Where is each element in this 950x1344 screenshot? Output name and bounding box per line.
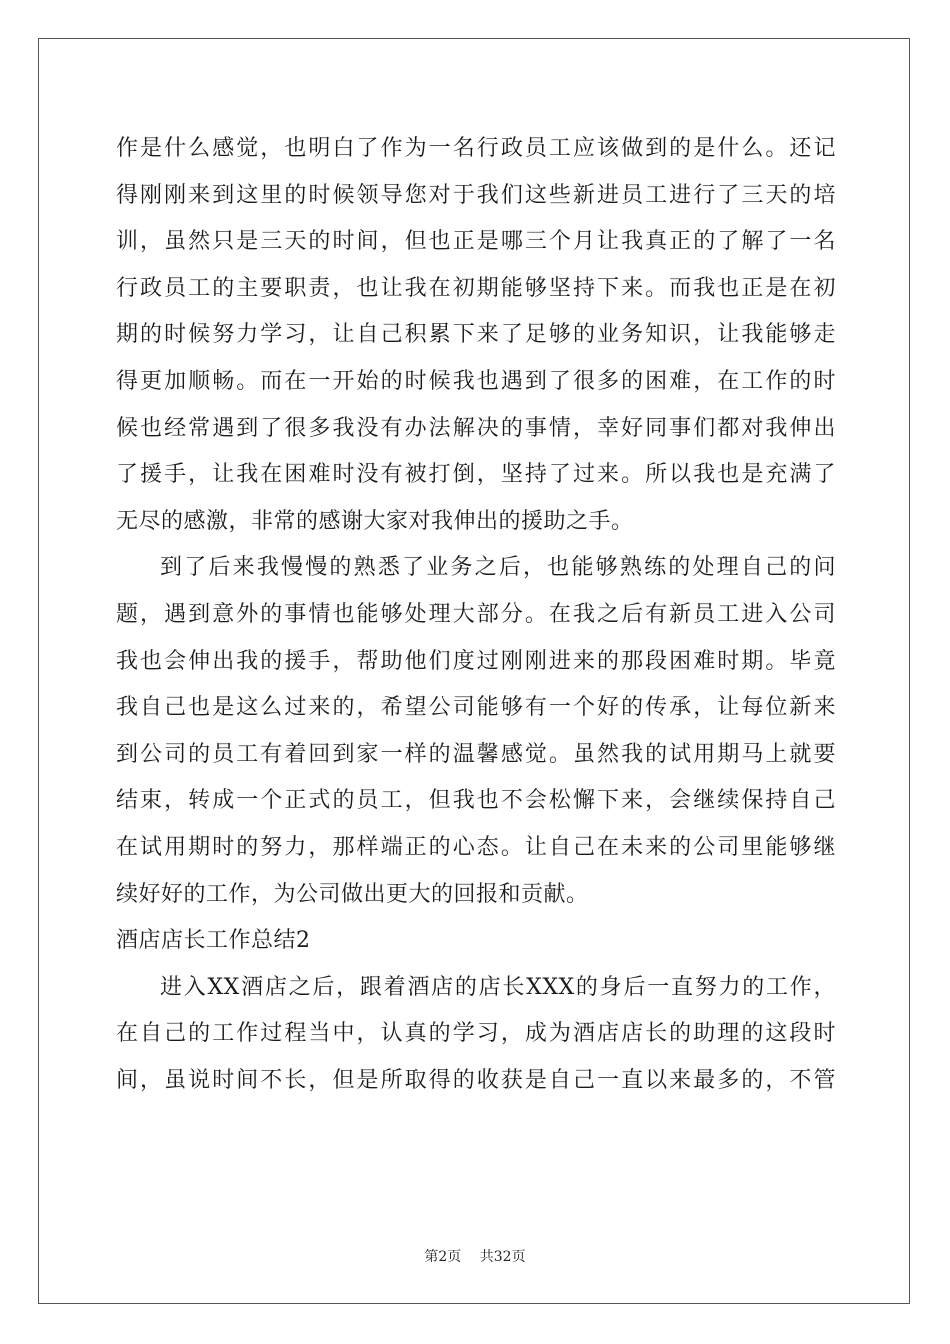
paragraph-3 — [116, 965, 836, 1105]
text-line: 我也会伸出我的援手，帮助他们度过刚刚进来的那段困难时期。毕竟 — [116, 648, 836, 674]
text-line: 我自己也是这么过来的，希望公司能够有一个好的传承，让每位新来 — [116, 695, 836, 721]
text-line: 进入XX酒店之后，跟着酒店的店长XXX的身后一直努力的工作， — [160, 974, 836, 1000]
paragraph-2 — [116, 545, 836, 918]
page-footer — [0, 1246, 950, 1266]
text-line: 期的时候努力学习，让自己积累下来了足够的业务知识，让我能够走 — [116, 322, 836, 348]
text-line: 到了后来我慢慢的熟悉了业务之后，也能够熟练的处理自己的问 — [160, 555, 836, 581]
text-line: 得刚刚来到这里的时候领导您对于我们这些新进员工进行了三天的培 — [116, 182, 836, 208]
text-line: 得更加顺畅。而在一开始的时候我也遇到了很多的困难，在工作的时 — [116, 368, 836, 394]
text-line: 了援手，让我在困难时没有被打倒，坚持了过来。所以我也是充满了 — [116, 462, 836, 488]
text-line: 在试用期时的努力，那样端正的心态。让自己在未来的公司里能够继 — [116, 834, 836, 860]
section-heading: 酒店店长工作总结2 — [116, 928, 311, 954]
text-line: 间，虽说时间不长，但是所取得的收获是自己一直以来最多的，不管 — [116, 1067, 836, 1093]
page-total: 共32页 — [479, 1249, 526, 1265]
paragraph-1 — [116, 126, 836, 545]
text-line: 续好好的工作，为公司做出更大的回报和贡献。 — [116, 881, 589, 907]
text-line: 在自己的工作过程当中，认真的学习，成为酒店店长的助理的这段时 — [116, 1021, 836, 1047]
text-line: 行政员工的主要职责，也让我在初期能够坚持下来。而我也正是在初 — [116, 275, 836, 301]
document-body — [116, 126, 836, 1104]
page-number: 第2页 — [424, 1249, 462, 1265]
text-line: 结束，转成一个正式的员工，但我也不会松懈下来，会继续保持自己 — [116, 788, 836, 814]
text-line: 训，虽然只是三天的时间，但也正是哪三个月让我真正的了解了一名 — [116, 229, 836, 255]
text-line: 无尽的感激，非常的感谢大家对我伸出的援助之手。 — [116, 508, 634, 534]
text-line: 作是什么感觉，也明白了作为一名行政员工应该做到的是什么。还记 — [116, 136, 836, 161]
text-line: 到公司的员工有着回到家一样的温馨感觉。虽然我的试用期马上就要 — [116, 741, 836, 767]
text-line: 题，遇到意外的事情也能够处理大部分。在我之后有新员工进入公司 — [116, 601, 836, 627]
text-line: 候也经常遇到了很多我没有办法解决的事情，幸好同事们都对我伸出 — [116, 415, 836, 441]
